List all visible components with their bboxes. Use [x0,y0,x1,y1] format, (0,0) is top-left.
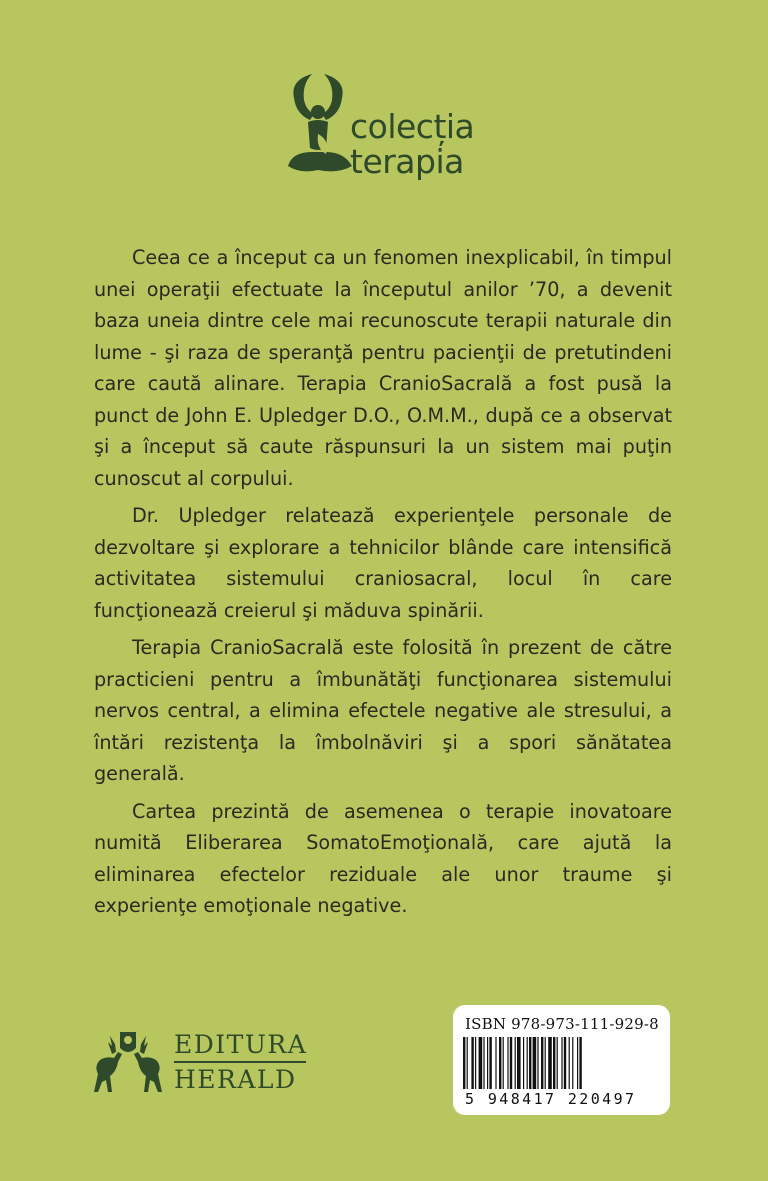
barcode-bar [564,1037,566,1089]
barcode-bar [475,1037,476,1089]
barcode-bar [561,1037,562,1089]
barcode-bar [495,1037,496,1089]
barcode-bar [515,1037,516,1089]
barcode-bar [572,1037,573,1089]
isbn-number: ISBN 978-973-111-929-8 [465,1015,659,1033]
barcode-bar [569,1037,570,1089]
barcode-bar [483,1037,484,1089]
barcode-bar [541,1037,543,1089]
collection-logo [282,70,492,190]
barcode-bar [529,1037,531,1089]
barcode-bar [467,1037,468,1089]
barcode-bar [507,1037,508,1089]
ean-digits: 5 948417 220497 [465,1090,637,1108]
barcode-bar [533,1037,537,1089]
barcode-bar [579,1037,581,1089]
barcode-bar [510,1037,512,1089]
barcode-bar [489,1037,491,1089]
barcode-bar [557,1037,558,1089]
barcode-bar [517,1037,521,1089]
barcode-bar [479,1037,483,1089]
barcode-bar [537,1037,538,1089]
paragraph: Terapia CranioSacrală este folosită în prezent de către practicieni pentru a îmbunătăţi funcţionarea sistemului nervos central, a elimina efectele negative ale stresului, a întări rezistenţa la îmbolnăviri şi a spori sănătatea generală. [94,636,672,785]
barcode-bar [553,1037,555,1089]
publisher-divider [174,1061,306,1063]
barcode-bars [463,1037,660,1089]
barcode-bar [463,1037,465,1089]
barcode-bar [527,1037,528,1089]
barcode-bar [499,1037,501,1089]
back-cover-text [94,242,672,928]
barcode-bar [471,1037,473,1089]
paragraph: Cartea prezintă de asemenea o terapie inovatoare numită Eliberarea SomatoEmoţională, care ajută la eliminarea efectelor reziduale ale unor traume şi experienţe emoţionale negative. [94,799,672,917]
logo-word-terapia: terapia [350,142,464,181]
barcode-bar [577,1037,578,1089]
publisher-logo [88,1022,318,1102]
barcode-bar [545,1037,546,1089]
publisher-line-editura: EDITURA [174,1030,308,1059]
logo-word-colectia: colecția [350,107,475,146]
deer-crest-icon [88,1022,168,1098]
paragraph: Dr. Upledger relatează experienţele personale de dezvoltare şi explorare a tehnicilor blânde care intensifică activitatea sistemului craniosacral, locul în care funcţionează creierul şi măduva spinării. [94,504,672,622]
barcode-panel [453,1005,670,1115]
barcode-bar [548,1037,552,1089]
paragraph: Ceea ce a început ca un fenomen inexplicabil, în timpul unei operaţii efectuate la începutul anilor ’70, a devenit baza uneia dintre cele mai recunoscute terapii naturale din lume - şi raza de speranţă pentru pacienţii de pretutindeni care caută alinare. Terapia CranioSacrală a fost pusă la punct de John E. Upledger D.O., O.M.M., după ce a observat şi a început să caute răspunsuri la un sistem mai puţin cunoscut al corpului. [94,246,672,490]
publisher-line-herald: HERALD [174,1065,297,1094]
barcode-bar [503,1037,504,1089]
barcode-bar [523,1037,524,1089]
barcode-bar [487,1037,488,1089]
